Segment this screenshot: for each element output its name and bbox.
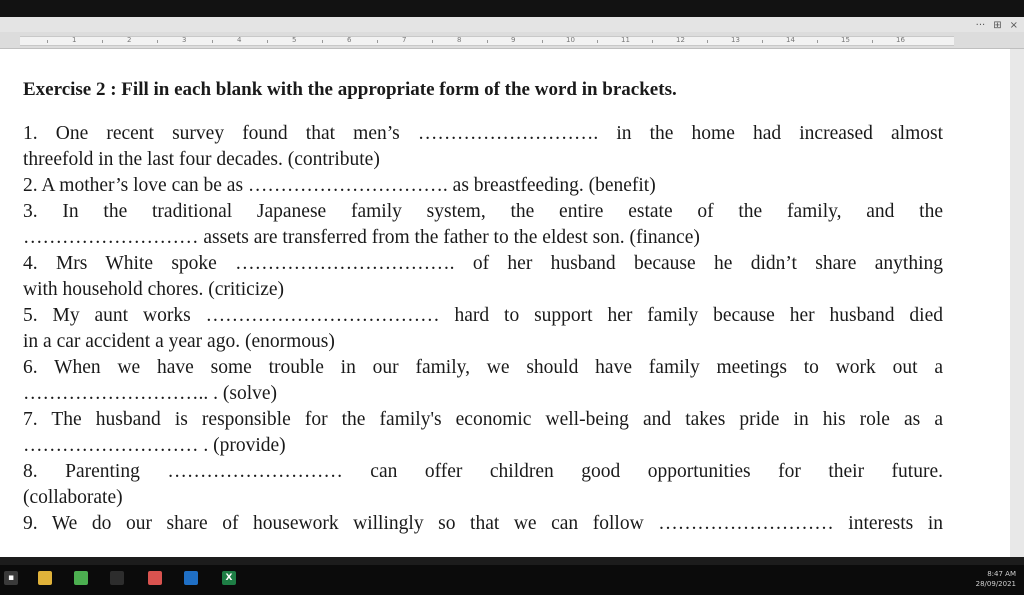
ruler-tick: [817, 40, 818, 43]
ruler-tick: [872, 40, 873, 43]
exercise-line: ……………………… assets are transferred from the father to the eldest son. (finance): [23, 227, 700, 248]
ruler-number: 13: [731, 36, 740, 44]
ruler-number: 3: [182, 36, 187, 44]
ruler-number: 10: [566, 36, 575, 44]
restore-icon[interactable]: ⊞: [993, 19, 1002, 31]
notes-icon[interactable]: [110, 571, 124, 585]
document-page[interactable]: [0, 49, 1010, 557]
exercise-line: 9. We do our share of housework willingly so that we can follow ……………………… interests in: [23, 513, 943, 534]
exercise-line: 4. Mrs White spoke ……………………………. of her husband because he didn’t share anything: [23, 253, 943, 274]
ruler-tick: [707, 40, 708, 43]
ruler-tick: [157, 40, 158, 43]
exercise-item: [23, 173, 943, 199]
ruler-number: 9: [511, 36, 516, 44]
ruler-tick: [432, 40, 433, 43]
chrome-icon[interactable]: [74, 571, 88, 585]
ruler-track[interactable]: [20, 36, 954, 46]
close-icon[interactable]: ×: [1009, 19, 1018, 31]
ruler-tick: [102, 40, 103, 43]
exercise-list: [23, 121, 943, 537]
ruler-number: 2: [127, 36, 132, 44]
ruler-tick: [762, 40, 763, 43]
exercise-line: with household chores. (criticize): [23, 279, 284, 300]
ruler-number: 15: [841, 36, 850, 44]
ruler-tick: [212, 40, 213, 43]
exercise-item: [23, 355, 943, 407]
taskbar: [0, 565, 1024, 595]
exercise-line: 5. My aunt works ……………………………… hard to support her family because her husband died: [23, 305, 943, 326]
ruler-number: 5: [292, 36, 297, 44]
exercise-line: 7. The husband is responsible for the family's economic well-being and takes pride in his role as a: [23, 409, 943, 430]
ruler-number: 1: [72, 36, 77, 44]
exercise-line: ……………………… . (provide): [23, 435, 286, 456]
more-options-icon[interactable]: ···: [975, 19, 986, 31]
system-clock[interactable]: [976, 569, 1016, 589]
ruler-tick: [377, 40, 378, 43]
excel-icon[interactable]: X: [222, 571, 236, 585]
exercise-item: [23, 407, 943, 459]
ruler-tick: [47, 40, 48, 43]
exercise-item: [23, 511, 943, 537]
ruler-number: 7: [402, 36, 407, 44]
ruler-number: 16: [896, 36, 905, 44]
ruler-tick: [267, 40, 268, 43]
exercise-line: 1. One recent survey found that men’s ………………………. in the home had increased almost: [23, 123, 943, 144]
exercise-line: 6. When we have some trouble in our family, we should have family meetings to work out a: [23, 357, 943, 378]
exercise-line: ……………………….. . (solve): [23, 383, 278, 404]
vertical-scrollbar[interactable]: [1010, 49, 1024, 557]
horizontal-ruler[interactable]: [0, 32, 1024, 49]
ruler-number: 14: [786, 36, 795, 44]
ruler-tick: [652, 40, 653, 43]
top-bar: [0, 0, 1024, 17]
ruler-number: 4: [237, 36, 242, 44]
exercise-item: [23, 199, 943, 251]
exercise-line: 8. Parenting ……………………… can offer children good opportunities for their future.: [23, 461, 943, 482]
ruler-tick: [322, 40, 323, 43]
exercise-item: [23, 303, 943, 355]
document-body[interactable]: [23, 77, 943, 537]
clock-time: 8:47 AM: [987, 570, 1016, 578]
ruler-number: 12: [676, 36, 685, 44]
ruler-tick: [542, 40, 543, 43]
ruler-number: 11: [621, 36, 630, 44]
file-explorer-icon[interactable]: [38, 571, 52, 585]
ruler-tick: [487, 40, 488, 43]
exercise-line: 3. In the traditional Japanese family system, the entire estate of the family, and the: [23, 201, 943, 222]
window-title-strip: [0, 17, 1024, 32]
exercise-line: 2. A mother’s love can be as …………………………. as breastfeeding. (benefit): [23, 175, 656, 196]
window-controls: [976, 17, 1018, 33]
exercise-item: [23, 121, 943, 173]
exercise-item: [23, 251, 943, 303]
zalo-icon[interactable]: [148, 571, 162, 585]
exercise-line: (collaborate): [23, 487, 123, 508]
ruler-number: 8: [457, 36, 462, 44]
clock-date: 28/09/2021: [975, 580, 1016, 588]
exercise-title: Exercise 2 : Fill in each blank with the appropriate form of the word in brackets.: [23, 79, 677, 100]
exercise-line: in a car accident a year ago. (enormous): [23, 331, 335, 352]
start-icon[interactable]: ▪: [4, 571, 18, 585]
ruler-tick: [597, 40, 598, 43]
ruler-number: 6: [347, 36, 352, 44]
exercise-item: [23, 459, 943, 511]
outlook-icon[interactable]: [184, 571, 198, 585]
exercise-line: threefold in the last four decades. (contribute): [23, 149, 380, 170]
